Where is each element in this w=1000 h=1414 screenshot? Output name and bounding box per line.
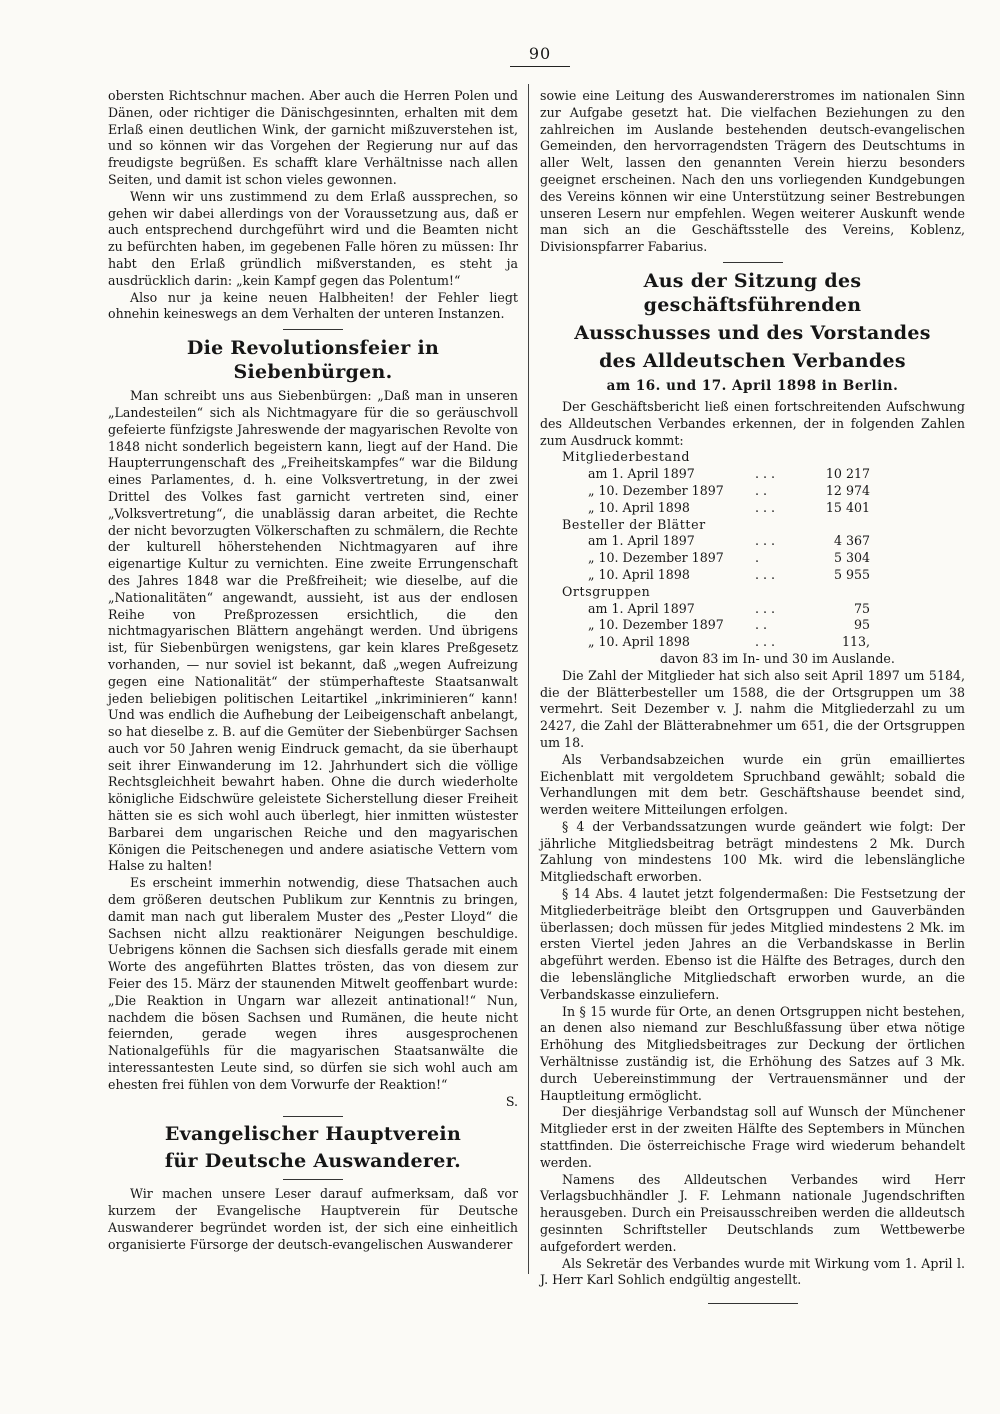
paragraph: Als Sekretär des Verbandes wurde mit Wirkung vom 1. April l. J. Herr Karl Sohlich endgültig angestellt.	[540, 1255, 965, 1288]
statistics-row	[540, 601, 965, 618]
statistics-row-label: „ 10. April 1898	[588, 634, 690, 650]
paragraph: Die Zahl der Mitglieder hat sich also seit April 1897 um 5184, die der Blätterbesteller um 1588, die der Ortsgruppen um 38 vermehrt. Seit Dezember v. J. nahm die Mitgliederzahl zu um 2427, die Zahl der Blätterabnehmer um 651, die der Ortsgruppen um 18.	[540, 667, 965, 750]
paragraph: § 4 der Verbandssatzungen wurde geändert wie folgt: Der jährliche Mitgliedsbeitrag beträgt mindestens 2 Mk. Durch Zahlung von mindestens 100 Mk. wird die lebenslängliche Mitgliedschaft erworben.	[540, 818, 965, 885]
statistics-row	[540, 617, 965, 634]
statistics-row-label: am 1. April 1897	[588, 466, 695, 482]
article-heading-hauptverein-line1: Evangelischer Hauptverein	[164, 1123, 462, 1146]
end-rule	[708, 1303, 798, 1304]
statistics-row	[540, 634, 965, 651]
statistics-row-value: 15 401	[825, 499, 870, 515]
statistics-row-dots: . .	[755, 617, 768, 633]
statistics-row-label: „ 10. April 1898	[588, 566, 690, 582]
section-divider	[723, 262, 783, 263]
paragraph: Namens des Alldeutschen Verbandes wird Herr Verlagsbuchhändler J. F. Lehmann nationale Jugendschriften herausgeben. Durch ein Preisausschreiben werden die alldeutsch gesinnten Schriftsteller Deutschlands zum Wettbewerbe aufgefordert werden.	[540, 1171, 965, 1254]
article-subheading-date: am 16. und 17. April 1898 in Berlin.	[606, 377, 899, 394]
statistics-row-label: am 1. April 1897	[588, 533, 695, 549]
section-divider	[283, 1179, 343, 1180]
statistics-row-dots: . . .	[755, 533, 776, 549]
statistics-row-dots: .	[755, 550, 760, 566]
statistics-row-value: 5 955	[833, 566, 870, 582]
statistics-group-title: Besteller der Blätter	[562, 516, 706, 532]
article-heading-sitzung-line2: Ausschusses und des Vorstandes	[574, 321, 931, 344]
statistics-group	[540, 584, 965, 668]
right-column	[540, 88, 965, 1304]
statistics-row	[540, 567, 965, 584]
header-rule	[510, 66, 570, 67]
paragraph: Als Verbandsabzeichen wurde ein grün emailliertes Eichenblatt mit vergoldetem Spruchband gewählt; sobald die Verhandlungen mit dem betr. Geschäftshause beendet sind, werden weitere Mitteilungen erfolgen.	[540, 751, 965, 818]
paragraph: Man schreibt uns aus Siebenbürgen: „Daß man in unseren „Landesteilen“ sich als Nichtmagyare für die so geräuschvoll gefeierte fünfzigste Jahreswende der magyarischen Revolte von 1848 nicht sonderlich begeistern kann, liegt auf der Hand. Die Haupterrungenschaft des „Freiheitskampfes“ war die Bildung eines Parlamentes, d. h. eine Volksvertretung, in der zwei Drittel des Volkes fast garnicht vertreten sind, einer „Volksvertretung“, die unablässig daran arbeitet, die Rechte der nicht bevorzugten Völkerschaften zu schmälern, die Rechte der kulturell höherstehenden Nichtmagyaren auf ihre eigenartige Kultur zu vernichten. Eine zweite Errungenschaft des Jahres 1848 war die Preßfreiheit; wie dieselbe, auf die „Nationalitäten“ angewandt, aussieht, ist aus der endlosen Reihe von Preßprozessen ersichtlich, die den nichtmagyarischen Blättern angehängt werden. Und übrigens ist, für Siebenbürgen wenigstens, gar kein klares Preßgesetz vorhanden, — nur soviel ist bekannt, daß „wegen Aufreizung gegen eine Nationalität“ der stümperhafteste Staatsanwalt jeden beliebigen politischen Leitartikel „inkriminieren“ kann! Und was endlich die Aufhebung der Leibeigenschaft anbelangt, so hat dieselbe z. B. auf die Gemüter der Siebenbürger Sachsen auch vor 50 Jahren wenig Eindruck gemacht, da sie überhaupt seit ihrer Einwanderung im 12. Jahrhundert sich die völlige Rechtsgleichheit bewahrt haben. Ohne die durch wiederholte königliche Eidschwüre geleistete Sicherstellung dieser Freiheit hätten sie es sich wohl auch überlegt, hier inmitten wüstester Barbarei dem ungarischen Reiche und den magyarischen Königen die Peitschenegen und andere asiatische Vettern vom Halse zu halten!	[108, 388, 518, 874]
statistics-row-dots: . . .	[755, 634, 776, 650]
statistics-group-title: Ortsgruppen	[562, 583, 651, 599]
page-number: 90	[528, 44, 552, 63]
statistics-row-value: 75	[853, 600, 870, 616]
left-column	[108, 88, 518, 1254]
paragraph: Der Geschäftsbericht ließ einen fortschreitenden Aufschwung des Alldeutschen Verbandes erkennen, der in folgenden Zahlen zum Ausdruck kommt:	[540, 398, 965, 448]
statistics-group	[540, 449, 965, 516]
statistics-row-value: 5 304	[833, 550, 870, 566]
statistics-row-dots: . . .	[755, 499, 776, 515]
statistics-group	[540, 517, 965, 584]
statistics-table	[540, 449, 965, 667]
paragraph: sowie eine Leitung des Auswandererstromes im nationalen Sinn zur Aufgabe gesetzt hat. Die vielfachen Beziehungen zu den zahlreichen im Auslande bestehenden deutsch-evangelischen Gemeinden, den hervorragendsten Trägern des Deutschtums in aller Welt, lassen den genannten Verein hierzu besonders geeignet erscheinen. Nach den uns vorliegenden Kundgebungen des Vereins können wir eine Unterstützung seiner Bestrebungen unseren Lesern nur empfehlen. Wegen weiterer Auskunft wende man sich an die Geschäftsstelle des Vereins, Koblenz, Divisionspfarrer Fabarius.	[540, 88, 965, 255]
section-divider	[283, 329, 343, 330]
statistics-row-value: 113,	[841, 634, 870, 650]
statistics-row-value: 4 367	[833, 533, 870, 549]
paragraph: Es erscheint immerhin notwendig, diese Thatsachen auch dem größeren deutschen Publikum zur Kenntnis zu bringen, damit man nach gut liberalem Muster des „Pester Lloyd“ die Sachsen nicht allzu reaktionärer Neigungen beschuldige. Uebrigens können die Sachsen sich diesfalls gerade mit einem Worte des angeführten Blattes trösten, das von diesem zur Feier des 15. März der staunenden Mitwelt geoffenbart wurde: „Die Reaktion in Ungarn war allezeit antinational!“ Nun, nachdem die bösen Sachsen und Rumänen, die heute nicht feiernden, gerade wegen ihres ausgesprochenen Nationalgefühls für die magyarischen Staatsanwälte die interessantesten Leute sind, so dürfen sie sich wohl auch am ehesten frei fühlen von dem Vorwurfe der Reaktion!“	[108, 875, 518, 1092]
statistics-row	[540, 533, 965, 550]
statistics-row-label: „ 10. Dezember 1897	[588, 617, 724, 633]
paragraph: Wir machen unsere Leser darauf aufmerksam, daß vor kurzem der Evangelische Hauptverein für Deutsche Auswanderer begründet worden ist, der sich eine einheitlich organisierte Fürsorge der deutsch-evangelischen Auswanderer	[108, 1186, 518, 1252]
statistics-row-dots: . . .	[755, 600, 776, 616]
article-heading-hauptverein-line2: für Deutsche Auswanderer.	[164, 1150, 462, 1173]
section-divider	[283, 1116, 343, 1117]
statistics-row	[540, 500, 965, 517]
article-heading-revolutionsfeier: Die Revolutionsfeier in Siebenbürgen.	[186, 337, 440, 384]
article-heading-sitzung-line1: Aus der Sitzung des geschäftsführenden	[643, 269, 862, 316]
statistics-row	[540, 550, 965, 567]
statistics-row-dots: . . .	[755, 566, 776, 582]
author-signature: S.	[505, 1093, 518, 1109]
statistics-row-value: 12 974	[825, 482, 870, 498]
statistics-row	[540, 466, 965, 483]
statistics-row-value: 10 217	[825, 466, 870, 482]
statistics-row-label: „ 10. Dezember 1897	[588, 482, 724, 498]
paragraph: § 14 Abs. 4 lautet jetzt folgendermaßen: Die Festsetzung der Mitgliederbeiträge bleibt den Ortsgruppen und Gauverbänden überlassen; doch müssen für jedes Mitglied mindestens 2 Mk. im ersten Viertel jeden Jahres an die Verbandskasse in Berlin abgeführt werden. Ebenso ist die Hälfte des Betrages, durch den die lebenslängliche Mitgliedschaft erworben wurde, an die Verbandskasse einzuliefern.	[540, 886, 965, 1002]
statistics-row-label: „ 10. April 1898	[588, 499, 690, 515]
statistics-row-dots: . .	[755, 482, 768, 498]
statistics-row	[540, 483, 965, 500]
statistics-row-label: „ 10. Dezember 1897	[588, 550, 724, 566]
paragraph: obersten Richtschnur machen. Aber auch die Herren Polen und Dänen, oder richtiger die Dänischgesinnten, erhalten mit dem Erlaß einen deutlichen Wink, der garnicht mißzuverstehen ist, und so können wir das Vorgehen der Regierung nur auf das freudigste begrüßen. Es schafft klare Verhältnisse nach allen Seiten, und damit ist schon vieles gewonnen.	[108, 88, 518, 187]
column-divider	[528, 84, 529, 1274]
paragraph: In § 15 wurde für Orte, an denen Ortsgruppen nicht bestehen, an denen also niemand zur Beschlußfassung über etwa nötige Erhöhung des Mitgliedsbeitrages zur Deckung der örtlichen Verhältnisse zuständig ist, die Erhöhung des Satzes auf 3 Mk. durch Uebereinstimmung der Vertrauensmänner und der Hauptleitung ermöglicht.	[540, 1003, 965, 1103]
statistics-row-dots: . . .	[755, 466, 776, 482]
statistics-group-title: Mitgliederbestand	[562, 449, 691, 465]
statistics-row-value: 95	[853, 617, 870, 633]
statistics-row-label: am 1. April 1897	[588, 600, 695, 616]
paragraph: Wenn wir uns zustimmend zu dem Erlaß aussprechen, so gehen wir dabei allerdings von der Voraussetzung aus, daß er auch entsprechend durchgeführt wird und die Beamten nicht zu befürchten haben, im gegebenen Falle hören zu müssen: Ihr habt den Erlaß gründlich mißverstanden, es steht ja ausdrücklich darin: „kein Kampf gegen das Polentum!“	[108, 188, 518, 288]
paragraph: Also nur ja keine neuen Halbheiten! der Fehler liegt ohnehin keineswegs an dem Verhalten der unteren Instanzen.	[108, 289, 518, 322]
article-heading-sitzung-line3: des Alldeutschen Verbandes	[599, 349, 906, 372]
statistics-note: davon 83 im In- und 30 im Auslande.	[660, 650, 895, 666]
paragraph: Der diesjährige Verbandstag soll auf Wunsch der Münchener Mitglieder erst in der zweiten Hälfte des Septembers in München stattfinden. Die österreichische Frage wird wiederum behandelt werden.	[540, 1104, 965, 1170]
